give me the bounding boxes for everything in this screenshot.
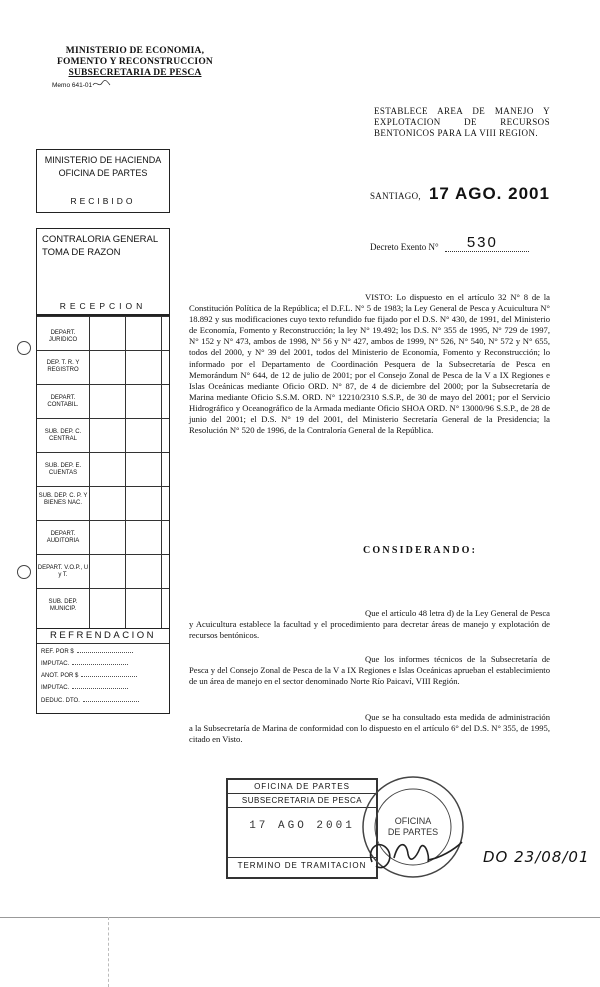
- punch-hole: [17, 565, 31, 579]
- considerando-paragraph-1: Que el artículo 48 letra d) de la Ley General de Pesca y Acuicultura establece la facultad y el procedimiento para decretar áreas de manejo y explotación de recursos bentónicos.: [189, 608, 550, 641]
- grid-row: [37, 588, 169, 627]
- grid-row-label: SUB. DEP. C. P. Y BIENES NAC.: [38, 493, 88, 506]
- grid-row: [37, 452, 169, 487]
- recepcion-label: RECEPCION: [59, 301, 147, 311]
- ref-row-label: ANOT. POR $: [41, 673, 79, 679]
- ministry-line-3: SUBSECRETARIA DE PESCA: [68, 68, 202, 78]
- stamp-line-2: SUBSECRETARIA DE PESCA: [228, 794, 376, 808]
- recibido-label: RECIBIDO: [70, 196, 136, 206]
- grid-row-label: DEPART. AUDITORIA: [46, 531, 80, 544]
- seal-text-2: DE PARTES: [387, 827, 439, 837]
- memo-reference: Memo 641-01: [52, 82, 93, 89]
- hacienda-line-1: MINISTERIO DE HACIENDA: [44, 155, 162, 165]
- seal-text-1: OFICINA: [394, 816, 432, 826]
- punch-hole: [17, 341, 31, 355]
- handwritten-note: [483, 848, 595, 872]
- decree-number-line: [370, 235, 529, 252]
- grid-row: [37, 554, 169, 589]
- refrendacion-box: [36, 628, 170, 714]
- decree-label: Decreto Exento N°: [370, 242, 439, 252]
- stamp-date: 17 AGO 2001: [249, 820, 355, 832]
- date-city: SANTIAGO,: [370, 191, 421, 201]
- grid-row: [37, 384, 169, 419]
- ref-row-label: REF. POR $: [41, 649, 74, 655]
- decree-number: 530: [466, 234, 498, 251]
- handwritten-note-text: DO 23/08/01: [483, 848, 590, 866]
- grid-row-label: SUB. DEP. MUNICIP.: [48, 599, 78, 612]
- considerando-paragraph-3: Que se ha consultado esta medida de administración a la Subsecretaría de Marina de conformidad con lo dispuesto en el artículo 6° del D.S. N° 355, de 1995, citado en Visto.: [189, 712, 550, 745]
- ref-row-label: DEDUC. DTO.: [41, 698, 80, 704]
- hacienda-stamp-box: [36, 149, 170, 213]
- grid-row: [37, 418, 169, 453]
- ref-row: [41, 661, 128, 667]
- page-edge-line: [0, 917, 600, 918]
- contraloria-line-2: TOMA DE RAZON: [42, 247, 121, 258]
- scan-artifact-line: [108, 917, 109, 987]
- stamp-bottom: TERMINO DE TRAMITACION: [228, 857, 376, 870]
- considerando-heading: CONSIDERANDO:: [363, 545, 478, 556]
- ministry-header: [55, 46, 215, 79]
- hacienda-line-2: OFICINA DE PARTES: [58, 168, 148, 178]
- considerando-paragraph-2: Que los informes técnicos de la Subsecretaría de Pesca y del Consejo Zonal de Pesca de la V a IX Regiones e Islas Oceánicas aprueban el establecimiento de un área de manejo en el sector denominado Norte Río Paicaví, VIII Región.: [189, 654, 550, 687]
- ref-row-label: IMPUTAC.: [41, 661, 70, 667]
- decree-subject: ESTABLECE AREA DE MANEJO Y EXPLOTACION DE RECURSOS BENTONICOS PARA LA VIII REGION.: [374, 106, 550, 138]
- refrendacion-title: REFRENDACION: [37, 629, 169, 644]
- ministry-line-2: FOMENTO Y RECONSTRUCCION: [57, 57, 213, 67]
- grid-row-label: DEPART. CONTABIL.: [47, 395, 79, 408]
- initials-signature: [92, 79, 114, 89]
- ref-row: [41, 685, 128, 691]
- ref-row: [41, 698, 139, 704]
- grid-row: [37, 520, 169, 555]
- contraloria-line-1: CONTRALORIA GENERAL: [42, 234, 159, 245]
- decree-number-field: [445, 235, 529, 252]
- reception-grid: [36, 315, 170, 629]
- contraloria-box: [36, 228, 170, 315]
- ministry-line-1: MINISTERIO DE ECONOMIA,: [65, 46, 205, 56]
- grid-row-label: SUB. DEP. E. CUENTAS: [44, 463, 82, 476]
- ref-row: [41, 673, 137, 679]
- grid-row: [37, 486, 169, 521]
- grid-row-label: SUB. DEP. C. CENTRAL: [44, 429, 82, 442]
- date-stamp: 17 AGO. 2001: [428, 184, 550, 203]
- stamp-line-1: OFICINA DE PARTES: [228, 780, 376, 794]
- ref-row: [41, 649, 133, 655]
- grid-row-label: DEP. T. R. Y REGISTRO: [46, 360, 80, 373]
- decree-date: [370, 184, 550, 204]
- grid-row-label: DEPART. V.O.P., U y T.: [37, 565, 89, 578]
- grid-row: [37, 350, 169, 385]
- visto-paragraph: VISTO: Lo dispuesto en el artículo 32 N° 8 de la Constitución Política de la República; el D.F.L. N° 5 de 1983; la Ley General de Pesca y Acuicultura N° 18.892 y sus modificaciones cuyo texto refundido fue fijado por el D.S. N° 430, de 1991, del Ministerio de Economía, Fomento y Reconstrucción; la ley N° 19.492; los D.S. N° 355 de 1995, N° 729 de 1997, N° 152 y N° 473, ambos de 1998, N° 56 y N° 427, ambos de 1999, N° 526, N° 540, N° 572 y N° 655, todos del 2000, y N° 39 del 2001, todos del Ministerio de Economía, Fomento y Reconstrucción; lo informado por el Departamento de Coordinación Pesquera de la Subsecretaría de Pesca en Memorándum N° 644, de 12 de julio de 2001; por el Consejo Zonal de Pesca de la V a IX Regiones e Islas Oceánicas mediante Oficio ORD. N° 87, de 4 de diciembre del 2000; por la Subsecretaría de Marina mediante Oficio S.S.M. ORD. N° 12210/2310 S.S.P., de 30 de mayo del 2001; por el Servicio Hidrográfico y Oceanográfico de la Armada mediante Oficio SHOA ORD. N° 13000/96 S.S.P., de 28 de junio del 2001; el D.S. N° 19 del 2001, del Ministerio Secretaría General de la Presidencia; la Resolución N° 520 de 1996, de la Contraloría General de la República.: [189, 292, 550, 436]
- grid-row: [37, 316, 169, 351]
- ref-row-label: IMPUTAC.: [41, 685, 70, 691]
- grid-row-label: DEPART. JURIDICO: [48, 330, 78, 343]
- oficina-partes-stamp: [226, 778, 378, 879]
- handwritten-signature: [358, 828, 468, 878]
